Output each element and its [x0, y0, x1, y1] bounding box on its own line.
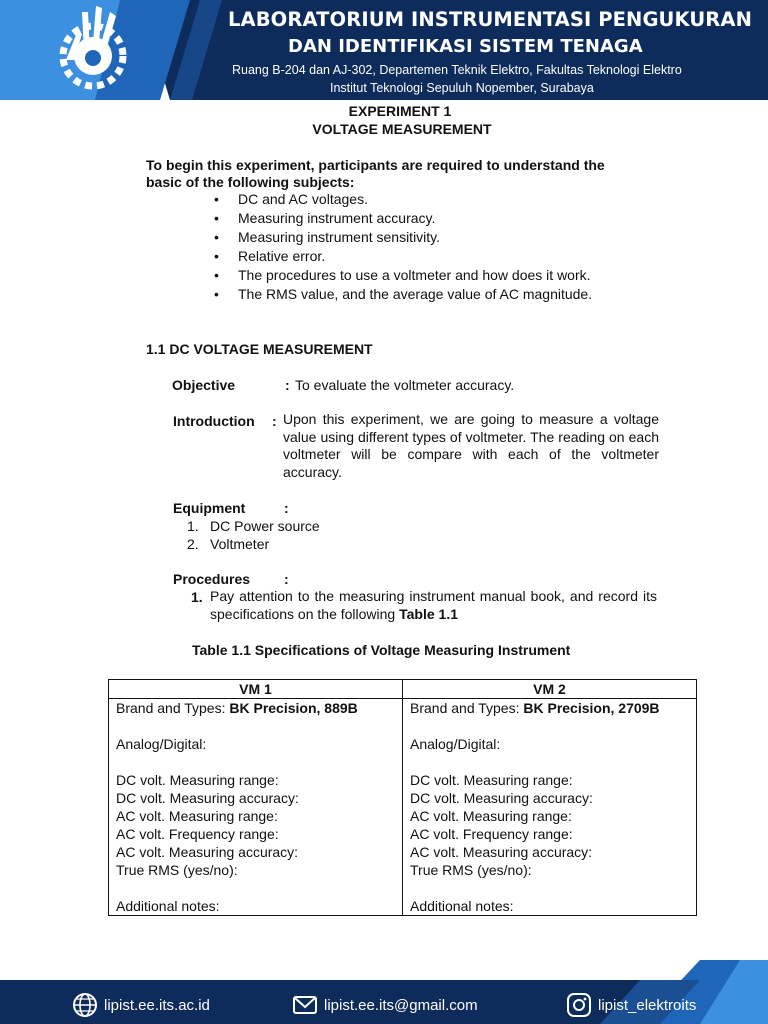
- mail-icon: [292, 992, 318, 1018]
- bullet-icon: •: [214, 267, 219, 283]
- email-text[interactable]: lipist.ee.its@gmail.com: [324, 996, 478, 1014]
- section-heading: 1.1 DC VOLTAGE MEASUREMENT: [146, 341, 373, 357]
- vm2-brand: BK Precision, 2709B: [523, 700, 660, 716]
- experiment-subtitle: VOLTAGE MEASUREMENT: [312, 121, 492, 137]
- list-item: • Measuring instrument accuracy.: [214, 210, 436, 226]
- list-item: • Relative error.: [214, 248, 326, 264]
- instagram-icon: [566, 992, 592, 1018]
- equipment-item-1: DC Power source: [210, 518, 320, 534]
- bullet-icon: •: [214, 286, 219, 302]
- table-header-row: [109, 680, 697, 699]
- vm1-brand: BK Precision, 889B: [229, 700, 358, 716]
- list-item: • DC and AC voltages.: [214, 191, 368, 207]
- equipment-num-1: 1.: [187, 518, 199, 534]
- procedures-colon: :: [284, 571, 289, 587]
- introduction-colon: :: [272, 413, 277, 429]
- bullet-icon: •: [214, 248, 219, 264]
- objective-colon: :: [285, 377, 290, 393]
- equipment-item-2: Voltmeter: [210, 536, 270, 552]
- institution-name: Institut Teknologi Sepuluh Nopember, Surabaya: [330, 81, 594, 95]
- prerequisite-line-1: To begin this experiment, participants are required to understand the: [146, 157, 605, 173]
- list-item: • Measuring instrument sensitivity.: [214, 229, 441, 245]
- equipment-num-2: 2.: [187, 536, 199, 552]
- procedures-label: Procedures: [173, 571, 251, 587]
- list-item: • The procedures to use a voltmeter and how does it work.: [214, 267, 591, 283]
- table-header-vm1: VM 1: [109, 680, 403, 699]
- table-reference: Table 1.1: [399, 605, 459, 622]
- table-caption: Table 1.1 Specifications of Voltage Measuring Instrument: [192, 642, 571, 658]
- introduction-text: Upon this experiment, we are going to measure a voltage value using different types of voltmeter. The reading on each voltmeter will be compare with each of the voltmeter accuracy.: [283, 411, 659, 480]
- globe-icon: [72, 992, 98, 1018]
- lab-address: Ruang B-204 dan AJ-302, Departemen Teknik Elektro, Fakultas Teknologi Elektro: [232, 63, 682, 77]
- lab-name-line1: LABORATORIUM INSTRUMENTASI PENGUKURAN: [228, 8, 753, 31]
- bullet-icon: •: [214, 210, 219, 226]
- specifications-table: [108, 679, 697, 916]
- instagram-text[interactable]: lipist_elektroits: [598, 996, 697, 1014]
- vm1-spec-cell: Brand and Types: BK Precision, 889B Analog/Digital: DC volt. Measuring range: DC volt. Measuring accuracy: AC volt. Measuring range: AC volt. Frequency range: AC volt. Measuring accuracy: True RMS (yes/no): Additional notes:: [109, 699, 403, 916]
- bullet-icon: •: [214, 229, 219, 245]
- bullet-icon: •: [214, 191, 219, 207]
- objective-label: Objective: [172, 377, 236, 393]
- footer-email[interactable]: [292, 992, 478, 1018]
- footer-instagram[interactable]: [566, 992, 696, 1018]
- introduction-label: Introduction: [173, 413, 255, 429]
- its-logo: [52, 4, 134, 96]
- list-item: • The RMS value, and the average value of AC magnitude.: [214, 286, 593, 302]
- footer-website[interactable]: [72, 992, 210, 1018]
- vm2-spec-cell: Brand and Types: BK Precision, 2709B Analog/Digital: DC volt. Measuring range: DC volt. Measuring accuracy: AC volt. Measuring range: AC volt. Frequency range: AC volt. Measuring accuracy: True RMS (yes/no): Additional notes:: [403, 699, 697, 916]
- prerequisite-line-2: basic of the following subjects:: [146, 174, 355, 190]
- letterhead: [0, 0, 768, 100]
- lab-name-line2: DAN IDENTIFIKASI SISTEM TENAGA: [288, 36, 643, 57]
- procedure-num-1: 1.: [191, 589, 203, 605]
- prerequisite-list: [212, 190, 592, 304]
- procedure-text-1: Pay attention to the measuring instrument manual book, and record its specifications on the following Table 1.1: [210, 588, 657, 622]
- objective-text: To evaluate the voltmeter accuracy.: [295, 377, 515, 393]
- website-text[interactable]: lipist.ee.its.ac.id: [104, 996, 210, 1014]
- letterhead-footer: [0, 960, 768, 1024]
- equipment-colon: :: [284, 500, 289, 516]
- experiment-title: EXPERIMENT 1: [348, 103, 452, 119]
- equipment-label: Equipment: [173, 500, 246, 516]
- table-header-vm2: VM 2: [403, 680, 697, 699]
- table-row: [109, 699, 697, 916]
